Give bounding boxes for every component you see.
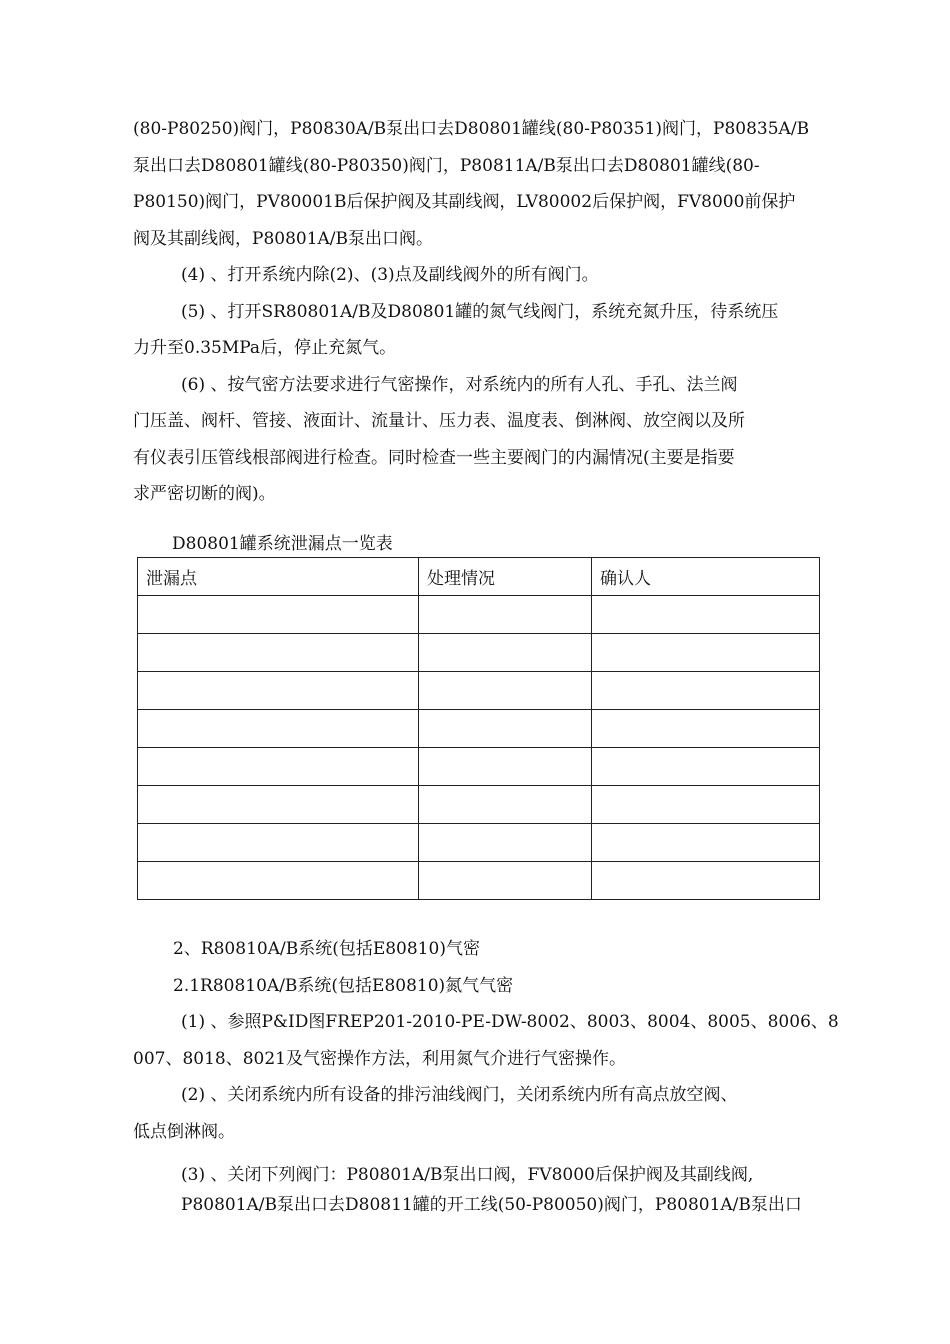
table-cell — [419, 824, 592, 862]
table-cell — [138, 710, 419, 748]
section-heading: 2、R80810A/B系统(包括E80810)气密 — [173, 939, 480, 959]
paragraph-block-2 — [133, 931, 839, 1150]
table-cell — [419, 748, 592, 786]
table-row — [138, 862, 820, 900]
table-cell — [138, 862, 419, 900]
table-row — [138, 748, 820, 786]
text-line: 阀及其副线阀，P80801A/B泵出口阀。 — [133, 228, 434, 249]
header-leak-point: 泄漏点 — [138, 558, 419, 596]
table-cell — [419, 596, 592, 634]
text-line-step-6: (6) 、按气密方法要求进行气密操作，对系统内的所有人孔、手孔、法兰阀 — [181, 374, 738, 395]
text-line: P80801A/B泵出口去D80811罐的开工线(50-P80050)阀门，P80801A/B泵出口 — [181, 1195, 802, 1215]
text-line-step-5: (5) 、打开SR80801A/B及D80801罐的氮气线阀门，系统充氮升压，待系统压 — [181, 301, 779, 322]
table-cell — [592, 634, 820, 672]
paragraph-block-3 — [133, 1160, 833, 1220]
table-cell — [592, 748, 820, 786]
table-cell — [592, 596, 820, 634]
table-cell — [592, 710, 820, 748]
table-cell — [138, 596, 419, 634]
header-confirmed-by: 确认人 — [592, 558, 820, 596]
text-line-step-3: (3) 、关闭下列阀门：P80801A/B泵出口阀，FV8000后保护阀及其副线阀, — [181, 1165, 754, 1185]
paragraph-block-1 — [133, 111, 833, 513]
table-row — [138, 710, 820, 748]
table-cell — [138, 748, 419, 786]
text-line-step-4: (4) 、打开系统内除(2)、(3)点及副线阀外的所有阀门。 — [181, 265, 599, 285]
table-cell — [419, 672, 592, 710]
text-line: 泵出口去D80801罐线(80-P80350)阀门，P80811A/B泵出口去D80801罐线(80- — [133, 155, 760, 176]
table-cell — [138, 786, 419, 824]
table-cell — [592, 786, 820, 824]
table-cell — [138, 634, 419, 672]
text-line: 007、8018、8021及气密操作方法，利用氮气介进行气密操作。 — [133, 1048, 626, 1069]
text-line: 求严密切断的阀)。 — [133, 484, 276, 504]
table-cell — [592, 824, 820, 862]
table-row — [138, 672, 820, 710]
text-line: 门压盖、阀杆、管接、液面计、流量计、压力表、温度表、倒淋阀、放空阀以及所 — [133, 411, 745, 431]
leak-point-table — [137, 557, 820, 900]
table-row — [138, 634, 820, 672]
text-line: (80-P80250)阀门，P80830A/B泵出口去D80801罐线(80-P80351)阀门，P80835A/B — [133, 119, 810, 139]
text-line: 低点倒淋阀。 — [133, 1121, 235, 1142]
header-handling-status: 处理情况 — [419, 558, 592, 596]
table-header-row — [138, 558, 820, 596]
text-line: P80150)阀门，PV80001B后保护阀及其副线阀，LV80002后保护阀，FV8000前保护 — [133, 192, 796, 212]
table-cell — [592, 862, 820, 900]
text-line: 有仪表引压管线根部阀进行检查。同时检查一些主要阀门的内漏情况(主要是指要 — [133, 447, 735, 468]
table-cell — [419, 710, 592, 748]
table-row — [138, 824, 820, 862]
text-line-step-1: (1) 、参照P&ID图FREP201-2010-PE-DW-8002、8003、8004、8005、8006、8 — [181, 1012, 839, 1032]
table-cell — [138, 824, 419, 862]
text-line-step-2: (2) 、关闭系统内所有设备的排污油线阀门，关闭系统内所有高点放空阀、 — [181, 1085, 738, 1105]
table-cell — [592, 672, 820, 710]
subsection-heading: 2.1R80810A/B系统(包括E80810)氮气气密 — [173, 975, 514, 996]
table-caption: D80801罐系统泄漏点一览表 — [172, 534, 393, 554]
table-cell — [419, 862, 592, 900]
table-cell — [419, 786, 592, 824]
text-line: 力升至0.35MPa后，停止充氮气。 — [133, 338, 397, 358]
table-row — [138, 786, 820, 824]
table-cell — [419, 634, 592, 672]
table-cell — [138, 672, 419, 710]
table-row — [138, 596, 820, 634]
